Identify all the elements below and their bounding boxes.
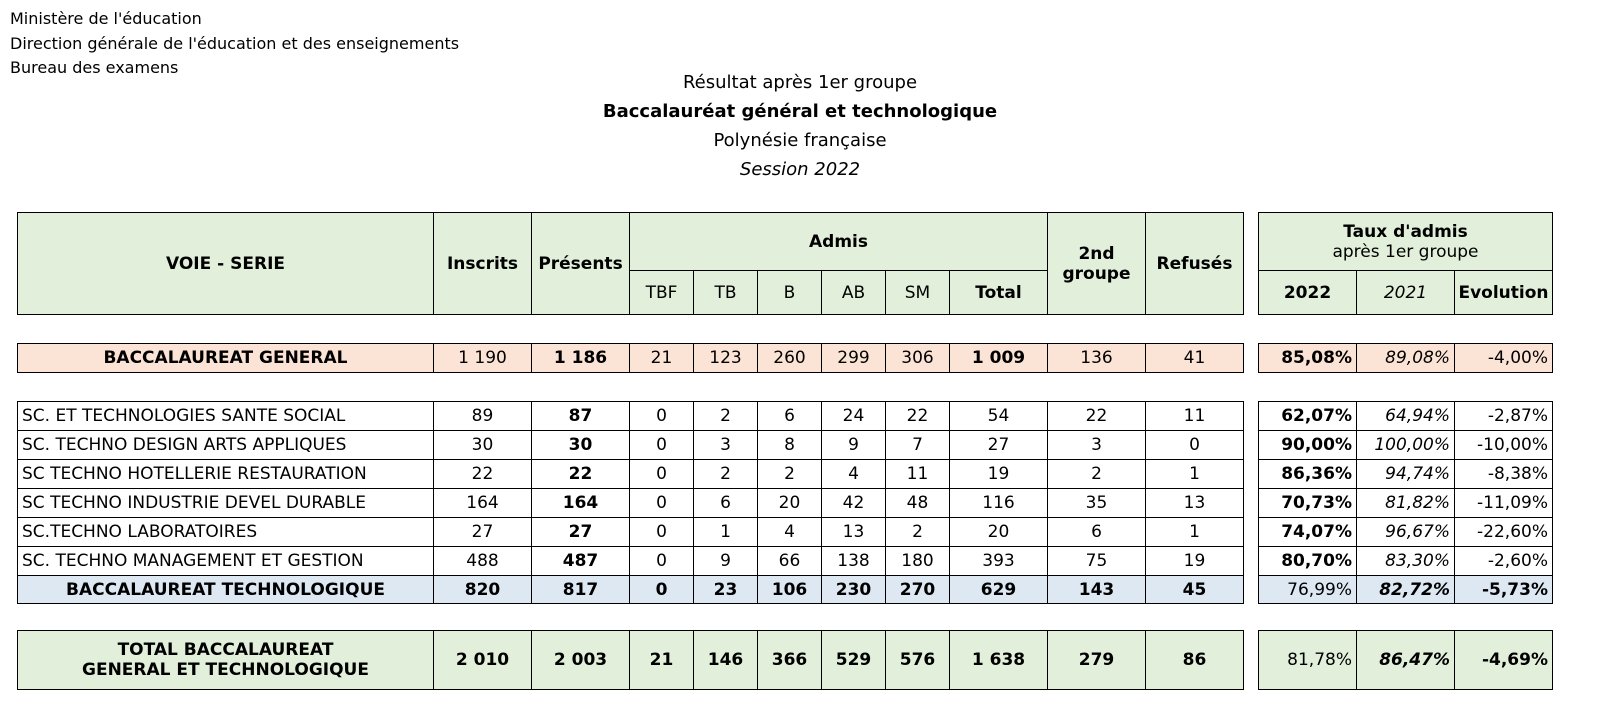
cell-tb: 1 <box>694 518 758 547</box>
header-admis-ab: AB <box>822 271 886 315</box>
table-row <box>18 431 1244 460</box>
title-region: Polynésie française <box>713 130 887 151</box>
cell-tb: 9 <box>694 547 758 576</box>
cell-taux-evolution: -5,73% <box>1455 576 1553 604</box>
cell-b: 8 <box>758 431 822 460</box>
header-admis: Admis <box>630 213 1048 271</box>
cell-tbf: 0 <box>630 460 694 489</box>
cell-b: 4 <box>758 518 822 547</box>
cell-inscrits: 820 <box>434 576 532 604</box>
cell-second-groupe: 75 <box>1048 547 1146 576</box>
cell-taux-2022: 80,70% <box>1259 547 1357 576</box>
cell-taux-2022: 70,73% <box>1259 489 1357 518</box>
cell-tbf: 0 <box>630 402 694 431</box>
cell-b: 106 <box>758 576 822 604</box>
cell-b: 366 <box>758 631 822 690</box>
cell-tb: 6 <box>694 489 758 518</box>
cell-taux-evolution: -8,38% <box>1455 460 1553 489</box>
cell-tb: 3 <box>694 431 758 460</box>
cell-tbf: 21 <box>630 344 694 373</box>
cell-total: 1 009 <box>950 344 1048 373</box>
cell-second-groupe: 279 <box>1048 631 1146 690</box>
header-taux-2022: 2022 <box>1259 271 1357 315</box>
cell-taux-2022: 76,99% <box>1259 576 1357 604</box>
cell-refuses: 1 <box>1146 518 1244 547</box>
cell-presents: 487 <box>532 547 630 576</box>
cell-inscrits: 2 010 <box>434 631 532 690</box>
cell-refuses: 19 <box>1146 547 1244 576</box>
table-row <box>1259 402 1553 431</box>
cell-ab: 13 <box>822 518 886 547</box>
row-label: SC. ET TECHNOLOGIES SANTE SOCIAL <box>18 402 434 431</box>
header-voie: VOIE - SERIE <box>18 213 434 315</box>
cell-total: 393 <box>950 547 1048 576</box>
cell-tbf: 0 <box>630 518 694 547</box>
general-table <box>17 343 1244 373</box>
cell-b: 2 <box>758 460 822 489</box>
header-second-groupe-line1: 2nd <box>1078 243 1115 264</box>
cell-refuses: 45 <box>1146 576 1244 604</box>
cell-total: 54 <box>950 402 1048 431</box>
cell-tb: 2 <box>694 460 758 489</box>
cell-taux-2021: 82,72% <box>1357 576 1455 604</box>
title-exam: Baccalauréat général et technologique <box>602 101 998 122</box>
general-taux-table <box>1258 343 1553 373</box>
cell-ab: 4 <box>822 460 886 489</box>
header-admis-total: Total <box>950 271 1048 315</box>
cell-second-groupe: 3 <box>1048 431 1146 460</box>
row-label: BACCALAUREAT GENERAL <box>18 344 434 373</box>
row-label: BACCALAUREAT TECHNOLOGIQUE <box>18 576 434 604</box>
cell-taux-2021: 83,30% <box>1357 547 1455 576</box>
cell-second-groupe: 136 <box>1048 344 1146 373</box>
cell-taux-evolution: -4,00% <box>1455 344 1553 373</box>
cell-taux-2021: 89,08% <box>1357 344 1455 373</box>
cell-sm: 2 <box>886 518 950 547</box>
cell-refuses: 13 <box>1146 489 1244 518</box>
table-row <box>1259 576 1553 604</box>
cell-sm: 11 <box>886 460 950 489</box>
cell-second-groupe: 143 <box>1048 576 1146 604</box>
cell-taux-evolution: -10,00% <box>1455 431 1553 460</box>
cell-tb: 2 <box>694 402 758 431</box>
cell-taux-evolution: -11,09% <box>1455 489 1553 518</box>
row-label: SC. TECHNO DESIGN ARTS APPLIQUES <box>18 431 434 460</box>
cell-tbf: 0 <box>630 489 694 518</box>
cell-tb: 123 <box>694 344 758 373</box>
cell-total: 116 <box>950 489 1048 518</box>
title-result: Résultat après 1er groupe <box>682 72 918 93</box>
cell-taux-2021: 64,94% <box>1357 402 1455 431</box>
table-row <box>1259 631 1553 690</box>
cell-b: 20 <box>758 489 822 518</box>
cell-taux-2022: 85,08% <box>1259 344 1357 373</box>
cell-ab: 24 <box>822 402 886 431</box>
cell-b: 260 <box>758 344 822 373</box>
header-second-groupe-line2: groupe <box>1062 263 1131 284</box>
cell-refuses: 86 <box>1146 631 1244 690</box>
cell-presents: 2 003 <box>532 631 630 690</box>
cell-presents: 164 <box>532 489 630 518</box>
cell-inscrits: 30 <box>434 431 532 460</box>
cell-presents: 27 <box>532 518 630 547</box>
org-bureau: Bureau des examens <box>10 58 179 77</box>
header-taux-evolution: Evolution <box>1455 271 1553 315</box>
header-taux-line2: après 1er groupe <box>1332 241 1479 262</box>
header-taux-2021: 2021 <box>1357 271 1455 315</box>
cell-second-groupe: 2 <box>1048 460 1146 489</box>
table-row <box>1259 518 1553 547</box>
cell-total: 1 638 <box>950 631 1048 690</box>
cell-sm: 22 <box>886 402 950 431</box>
cell-tb: 23 <box>694 576 758 604</box>
cell-tbf: 0 <box>630 576 694 604</box>
cell-taux-evolution: -22,60% <box>1455 518 1553 547</box>
cell-taux-evolution: -4,69% <box>1455 631 1553 690</box>
cell-ab: 138 <box>822 547 886 576</box>
table-row <box>18 518 1244 547</box>
total-table <box>17 630 1244 690</box>
header-taux <box>1259 213 1553 271</box>
header-admis-b: B <box>758 271 822 315</box>
cell-refuses: 1 <box>1146 460 1244 489</box>
cell-sm: 180 <box>886 547 950 576</box>
cell-ab: 42 <box>822 489 886 518</box>
main-header-table <box>17 212 1244 315</box>
cell-inscrits: 488 <box>434 547 532 576</box>
table-row <box>1259 547 1553 576</box>
title-session: Session 2022 <box>739 159 861 180</box>
cell-total: 20 <box>950 518 1048 547</box>
cell-taux-2021: 96,67% <box>1357 518 1455 547</box>
table-row <box>18 344 1244 373</box>
cell-tbf: 0 <box>630 547 694 576</box>
cell-taux-evolution: -2,87% <box>1455 402 1553 431</box>
cell-sm: 270 <box>886 576 950 604</box>
total-label-line1: TOTAL BACCALAUREAT <box>117 640 334 660</box>
cell-taux-2022: 74,07% <box>1259 518 1357 547</box>
header-inscrits: Inscrits <box>434 213 532 315</box>
table-row <box>1259 489 1553 518</box>
cell-taux-2022: 90,00% <box>1259 431 1357 460</box>
total-taux-table <box>1258 630 1553 690</box>
cell-taux-2021: 81,82% <box>1357 489 1455 518</box>
cell-sm: 306 <box>886 344 950 373</box>
table-row <box>18 402 1244 431</box>
cell-tb: 146 <box>694 631 758 690</box>
cell-sm: 7 <box>886 431 950 460</box>
row-label: SC. TECHNO MANAGEMENT ET GESTION <box>18 547 434 576</box>
cell-ab: 299 <box>822 344 886 373</box>
cell-refuses: 11 <box>1146 402 1244 431</box>
row-label: SC TECHNO INDUSTRIE DEVEL DURABLE <box>18 489 434 518</box>
cell-taux-2022: 81,78% <box>1259 631 1357 690</box>
cell-inscrits: 27 <box>434 518 532 547</box>
table-row <box>18 460 1244 489</box>
header-admis-tb: TB <box>694 271 758 315</box>
cell-taux-2022: 86,36% <box>1259 460 1357 489</box>
cell-presents: 22 <box>532 460 630 489</box>
table-row <box>18 576 1244 604</box>
cell-second-groupe: 6 <box>1048 518 1146 547</box>
cell-inscrits: 1 190 <box>434 344 532 373</box>
cell-presents: 817 <box>532 576 630 604</box>
cell-tbf: 21 <box>630 631 694 690</box>
header-second-groupe <box>1048 213 1146 315</box>
header-admis-tbf: TBF <box>630 271 694 315</box>
org-direction: Direction générale de l'éducation et des enseignements <box>10 34 460 53</box>
cell-b: 66 <box>758 547 822 576</box>
cell-inscrits: 164 <box>434 489 532 518</box>
row-label: SC TECHNO HOTELLERIE RESTAURATION <box>18 460 434 489</box>
table-row <box>1259 460 1553 489</box>
cell-taux-2021: 100,00% <box>1357 431 1455 460</box>
cell-second-groupe: 22 <box>1048 402 1146 431</box>
cell-refuses: 41 <box>1146 344 1244 373</box>
cell-taux-2021: 86,47% <box>1357 631 1455 690</box>
techno-taux-table <box>1258 401 1553 604</box>
cell-total: 27 <box>950 431 1048 460</box>
cell-b: 6 <box>758 402 822 431</box>
cell-inscrits: 89 <box>434 402 532 431</box>
header-refuses: Refusés <box>1146 213 1244 315</box>
techno-table <box>17 401 1244 604</box>
table-row <box>18 547 1244 576</box>
table-row <box>1259 344 1553 373</box>
table-row <box>18 631 1244 690</box>
cell-second-groupe: 35 <box>1048 489 1146 518</box>
header-presents: Présents <box>532 213 630 315</box>
cell-ab: 9 <box>822 431 886 460</box>
cell-taux-2021: 94,74% <box>1357 460 1455 489</box>
cell-taux-2022: 62,07% <box>1259 402 1357 431</box>
cell-tbf: 0 <box>630 431 694 460</box>
row-label: SC.TECHNO LABORATOIRES <box>18 518 434 547</box>
cell-ab: 529 <box>822 631 886 690</box>
cell-sm: 48 <box>886 489 950 518</box>
cell-presents: 87 <box>532 402 630 431</box>
cell-total: 19 <box>950 460 1048 489</box>
table-row <box>18 489 1244 518</box>
cell-inscrits: 22 <box>434 460 532 489</box>
cell-ab: 230 <box>822 576 886 604</box>
org-ministry: Ministère de l'éducation <box>10 9 202 28</box>
total-label-line2: GENERAL ET TECHNOLOGIQUE <box>82 660 369 680</box>
cell-taux-evolution: -2,60% <box>1455 547 1553 576</box>
cell-refuses: 0 <box>1146 431 1244 460</box>
header-taux-line1: Taux d'admis <box>1343 221 1468 242</box>
cell-presents: 30 <box>532 431 630 460</box>
row-label <box>18 631 434 690</box>
header-admis-sm: SM <box>886 271 950 315</box>
cell-sm: 576 <box>886 631 950 690</box>
cell-total: 629 <box>950 576 1048 604</box>
cell-presents: 1 186 <box>532 344 630 373</box>
taux-header-table <box>1258 212 1553 315</box>
table-row <box>1259 431 1553 460</box>
